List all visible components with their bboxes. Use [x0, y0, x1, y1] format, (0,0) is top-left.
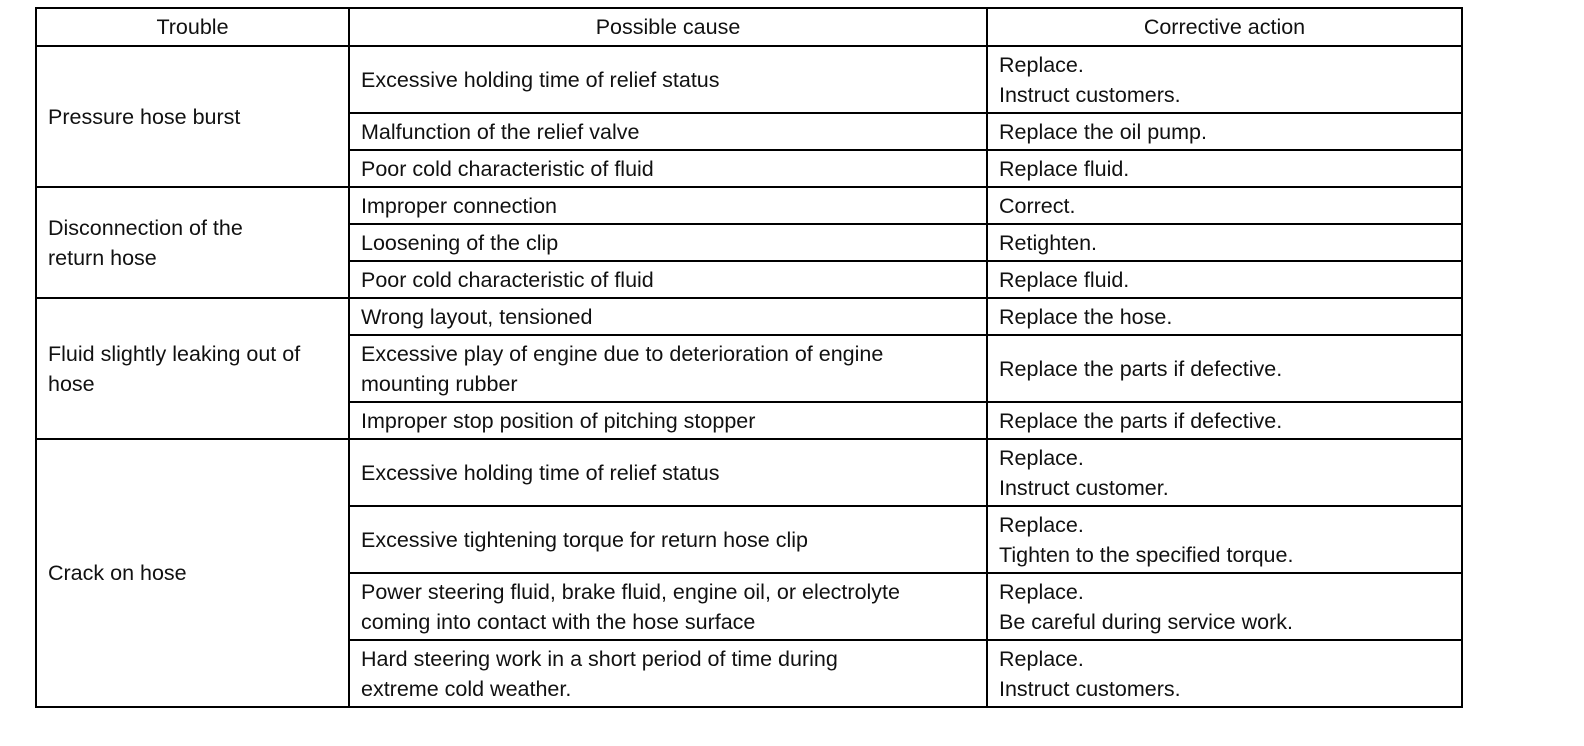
possible-cause-text: Excessive holding time of relief status — [361, 460, 720, 485]
corrective-action-text: Instruct customer. — [999, 475, 1169, 500]
header-trouble: Trouble — [36, 8, 349, 46]
corrective-action-text: Correct. — [999, 193, 1076, 218]
table-row — [36, 439, 1462, 506]
corrective-action-text: Retighten. — [999, 230, 1098, 255]
header-corrective-action: Corrective action — [987, 8, 1462, 46]
trouble-cell — [36, 439, 349, 707]
corrective-action-text: Replace fluid. — [999, 156, 1130, 181]
possible-cause-cell — [349, 224, 987, 261]
corrective-action-cell — [987, 150, 1462, 187]
possible-cause-text: extreme cold weather. — [361, 676, 572, 701]
corrective-action-cell — [987, 224, 1462, 261]
trouble-cell — [36, 187, 349, 298]
possible-cause-cell — [349, 298, 987, 335]
possible-cause-cell — [349, 402, 987, 439]
corrective-action-cell — [987, 113, 1462, 150]
corrective-action-cell — [987, 573, 1462, 640]
corrective-action-cell — [987, 439, 1462, 506]
trouble-text: Fluid slightly leaking out of — [48, 341, 301, 366]
corrective-action-cell — [987, 298, 1462, 335]
corrective-action-text: Replace. — [999, 512, 1084, 537]
trouble-text: hose — [48, 371, 95, 396]
possible-cause-cell — [349, 506, 987, 573]
trouble-cell — [36, 46, 349, 187]
header-possible-cause: Possible cause — [349, 8, 987, 46]
corrective-action-cell — [987, 187, 1462, 224]
corrective-action-text: Instruct customers. — [999, 82, 1181, 107]
possible-cause-cell — [349, 439, 987, 506]
possible-cause-text: Loosening of the clip — [361, 230, 559, 255]
corrective-action-cell — [987, 335, 1462, 402]
corrective-action-cell — [987, 640, 1462, 707]
trouble-text: Pressure hose burst — [48, 104, 241, 129]
corrective-action-text: Replace the parts if defective. — [999, 356, 1283, 381]
possible-cause-text: Hard steering work in a short period of time during — [361, 646, 838, 671]
trouble-text: return hose — [48, 245, 157, 270]
possible-cause-text: Malfunction of the relief valve — [361, 119, 640, 144]
possible-cause-text: Poor cold characteristic of fluid — [361, 267, 654, 292]
corrective-action-text: Tighten to the specified torque. — [999, 542, 1294, 567]
corrective-action-text: Replace. — [999, 445, 1084, 470]
possible-cause-cell — [349, 261, 987, 298]
possible-cause-text: Improper connection — [361, 193, 557, 218]
possible-cause-text: Poor cold characteristic of fluid — [361, 156, 654, 181]
header-row — [36, 8, 1462, 46]
table-header — [36, 8, 1462, 46]
corrective-action-text: Replace. — [999, 646, 1084, 671]
trouble-cell — [36, 298, 349, 439]
table-row — [36, 46, 1462, 113]
troubleshooting-table — [35, 7, 1463, 708]
possible-cause-cell — [349, 640, 987, 707]
corrective-action-text: Replace. — [999, 579, 1084, 604]
possible-cause-cell — [349, 187, 987, 224]
corrective-action-cell — [987, 261, 1462, 298]
possible-cause-cell — [349, 46, 987, 113]
table-row — [36, 298, 1462, 335]
possible-cause-text: Improper stop position of pitching stopper — [361, 408, 756, 433]
corrective-action-cell — [987, 46, 1462, 113]
possible-cause-cell — [349, 573, 987, 640]
possible-cause-text: Excessive tightening torque for return hose clip — [361, 527, 808, 552]
table-body — [36, 46, 1462, 707]
corrective-action-text: Replace the hose. — [999, 304, 1173, 329]
corrective-action-text: Replace the parts if defective. — [999, 408, 1283, 433]
possible-cause-text: coming into contact with the hose surface — [361, 609, 756, 634]
possible-cause-text: mounting rubber — [361, 371, 518, 396]
possible-cause-cell — [349, 150, 987, 187]
trouble-text: Crack on hose — [48, 561, 187, 585]
table-row — [36, 187, 1462, 224]
possible-cause-text: Power steering fluid, brake fluid, engine oil, or electrolyte — [361, 579, 900, 604]
corrective-action-text: Instruct customers. — [999, 676, 1181, 701]
corrective-action-text: Replace. — [999, 52, 1084, 77]
corrective-action-cell — [987, 402, 1462, 439]
possible-cause-text: Excessive play of engine due to deterioration of engine — [361, 341, 884, 366]
corrective-action-text: Be careful during service work. — [999, 609, 1293, 634]
trouble-text: Disconnection of the — [48, 215, 243, 240]
corrective-action-text: Replace fluid. — [999, 267, 1130, 292]
corrective-action-cell — [987, 506, 1462, 573]
possible-cause-cell — [349, 113, 987, 150]
possible-cause-cell — [349, 335, 987, 402]
corrective-action-text: Replace the oil pump. — [999, 119, 1207, 144]
possible-cause-text: Wrong layout, tensioned — [361, 304, 593, 329]
possible-cause-text: Excessive holding time of relief status — [361, 67, 720, 92]
